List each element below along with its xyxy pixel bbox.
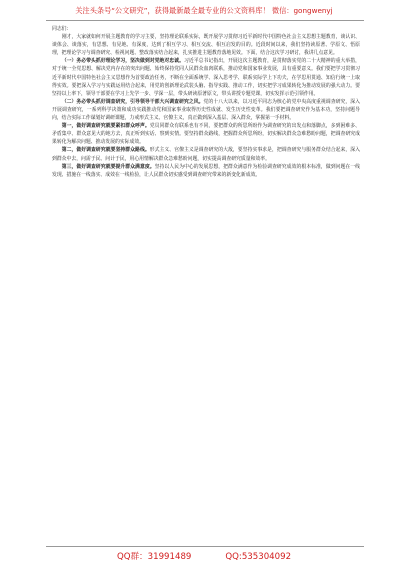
- paragraph-text: 党的十八大以来，以习近平同志为核心的党中央高度重视调查研究，深入开展调查研究，一系列科学决策和成功实践推动党和国家事业取得历史性成就、发生历史性变革。我们要把调查研究作为基本功，坚持问题导向，结合实际工作谋划好调研课题，力戒形式主义、官僚主义，真正做到深入基层、深入群众，掌握第一手材料。: [52, 98, 360, 122]
- paragraph-lead: 第二，做好调查研究就要坚持群众路线。: [61, 147, 150, 154]
- salutation: 同志们：: [52, 26, 72, 32]
- paragraph-text: 党员同群众有联系也有不同，要把群众的所思所盼作为调查研究的出发点和落脚点，多到困难多、矛盾集中、群众意见大的地方去，真正听到实话、察到实情。要坚持群众路线，把握群众所思所盼，切实解决群众急难愁盼问题，把调查研究成果转化为解决问题、推动发展的实际成效。: [52, 123, 360, 146]
- qq-group-label: QQ群：31991489: [116, 552, 192, 562]
- paragraph: [52, 163, 360, 179]
- qq-contact-label: QQ:535304092: [225, 552, 292, 562]
- document-body: [52, 25, 360, 541]
- paragraph-lead: 第三，做好调查研究就要提升群众满意度。: [61, 163, 155, 170]
- paragraph: [52, 33, 360, 57]
- header-divider: [46, 20, 364, 21]
- paragraph-text: 形式主义、官僚主义是调查研究的大敌，要坚持实事求是，把调查研究与服务群众结合起来，深入到群众中去，问需于民、问计于民，用心用情解决群众急难愁盼问题，切实提高调查研究质量和效率。: [52, 147, 360, 162]
- paragraph-text: 坚持以人民为中心的发展思想，把群众满意作为检验调查研究成效的根本标准，做到问题在一线发现、措施在一线落实、成效在一线检验，让人民群众切实感受到调查研究带来的新变化新成效。: [52, 163, 360, 178]
- header-banner: 关注头条号“公文研究”，获得最新最全最专业的公文资料库！ 微信：gongwenyj: [75, 6, 333, 15]
- paragraph: [52, 98, 360, 122]
- paragraph-list: [52, 33, 360, 179]
- paragraph-lead: 第一，做好调查研究就要紧扣群众呼声。: [61, 123, 150, 130]
- paragraph: [52, 122, 360, 146]
- footer-divider: [46, 546, 364, 547]
- paragraph: [52, 146, 360, 162]
- paragraph-lead: （二）务必带头抓好调查研究，引导领导干部大兴调查研究之风。: [61, 98, 204, 105]
- paragraph: [52, 57, 360, 97]
- paragraph-text: 习近平总书记指出，开展这次主题教育，是贯彻落实党的二十大精神的重大举措，对于统一全党思想、解决党内存在的突出问题、始终保持党同人民群众血肉联系，推动党和国家事业发展，具有重要意义。我们要把学习贯彻习近平新时代中国特色社会主义思想作为首要政治任务，不断在全面系统学、深入思考学、联系实际学上下功夫，在学思用贯通、知信行统一上取得实效。要把深入学习与实践运用结合起来，用党的创新理论武装头脑、指导实践、推动工作，切实把学习成果转化为推动发展的强大动力。要坚持以上率下，领导干部要在学习上先学一步、学深一层，带头研读原著原文，带头讲授专题党课，切实发挥示范引领作用。: [52, 58, 360, 97]
- paragraph-lead: （一）务必带头抓好理论学习，坚决做到对党绝对忠诚。: [61, 58, 184, 65]
- paragraph-text: 刚才，大家就如何开展主题教育的学习主要，坚持理论联系实际，既开展学习贯彻习近平新时代中国特色社会主义思想主题教育，谈认识、谈体会、谈落实，有思想、有见地、有深度，达到了相互学习、相互交流、相互启发的目的。近段时间以来，我们坚持读原著、学原文、悟原理，把理论学习与调查研究、检视问题、整改落实结合起来，扎实推进主题教育落地见效。下面，结合这次学习研讨，我讲几点意见。: [52, 34, 360, 57]
- footer: [0, 551, 408, 563]
